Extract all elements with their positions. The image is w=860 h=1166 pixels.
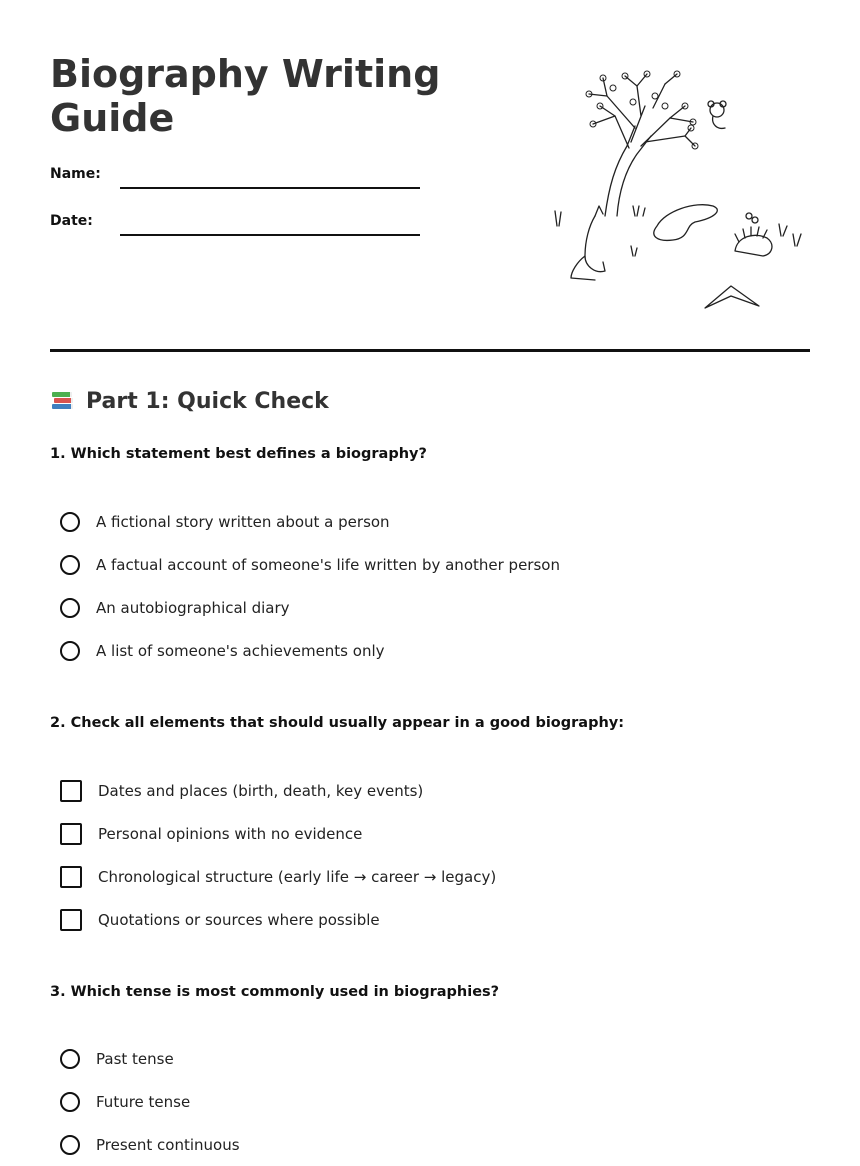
q2-option[interactable] <box>60 898 496 941</box>
radio-button[interactable] <box>60 641 80 661</box>
option-label: Future tense <box>96 1092 191 1111</box>
option-label: A list of someone's achievements only <box>96 641 385 660</box>
name-label: Name: <box>50 166 101 182</box>
butterfly-icon <box>746 213 758 223</box>
option-label: Present continuous <box>96 1135 240 1154</box>
date-input-line[interactable] <box>120 234 420 236</box>
koala-icon <box>708 101 726 128</box>
header-divider <box>50 349 810 352</box>
checkbox[interactable] <box>60 866 82 888</box>
option-label: Past tense <box>96 1049 174 1068</box>
radio-button[interactable] <box>60 1049 80 1069</box>
q3-options <box>60 1037 240 1166</box>
option-label: An autobiographical diary <box>96 598 290 617</box>
q1-option[interactable] <box>60 500 560 543</box>
radio-button[interactable] <box>60 598 80 618</box>
question-3: 3. Which tense is most commonly used in biographies? <box>50 984 500 1000</box>
option-label: A fictional story written about a person <box>96 512 390 531</box>
option-label: Quotations or sources where possible <box>98 910 380 929</box>
boomerang-icon <box>705 286 759 308</box>
part1-heading <box>50 388 329 414</box>
question-1: 1. Which statement best defines a biography? <box>50 446 427 462</box>
q3-option[interactable] <box>60 1123 240 1166</box>
radio-button[interactable] <box>60 512 80 532</box>
title-line-1: Biography Writing <box>50 52 441 96</box>
q2-option[interactable] <box>60 855 496 898</box>
q1-option[interactable] <box>60 543 560 586</box>
echidna-icon <box>735 227 772 256</box>
title-line-2: Guide <box>50 96 175 140</box>
tree-icon <box>586 71 698 216</box>
q1-options <box>60 500 560 672</box>
radio-button[interactable] <box>60 1135 80 1155</box>
checkbox[interactable] <box>60 909 82 931</box>
q2-options <box>60 769 496 941</box>
q2-option[interactable] <box>60 769 496 812</box>
radio-button[interactable] <box>60 555 80 575</box>
q3-option[interactable] <box>60 1037 240 1080</box>
checkbox[interactable] <box>60 780 82 802</box>
pond-icon <box>654 205 717 241</box>
q2-option[interactable] <box>60 812 496 855</box>
books-icon <box>50 388 76 414</box>
q3-option[interactable] <box>60 1080 240 1123</box>
part1-title: Part 1: Quick Check <box>86 388 329 414</box>
kangaroo-icon <box>571 206 605 280</box>
option-label: Personal opinions with no evidence <box>98 824 363 843</box>
option-label: A factual account of someone's life written by another person <box>96 555 560 574</box>
page-title <box>50 52 470 140</box>
date-label: Date: <box>50 213 93 229</box>
checkbox[interactable] <box>60 823 82 845</box>
radio-button[interactable] <box>60 1092 80 1112</box>
question-2: 2. Check all elements that should usually appear in a good biography: <box>50 715 625 731</box>
q1-option[interactable] <box>60 586 560 629</box>
name-input-line[interactable] <box>120 187 420 189</box>
outback-illustration <box>545 66 810 316</box>
option-label: Chronological structure (early life → career → legacy) <box>98 867 497 886</box>
option-label: Dates and places (birth, death, key events) <box>98 781 424 800</box>
q1-option[interactable] <box>60 629 560 672</box>
